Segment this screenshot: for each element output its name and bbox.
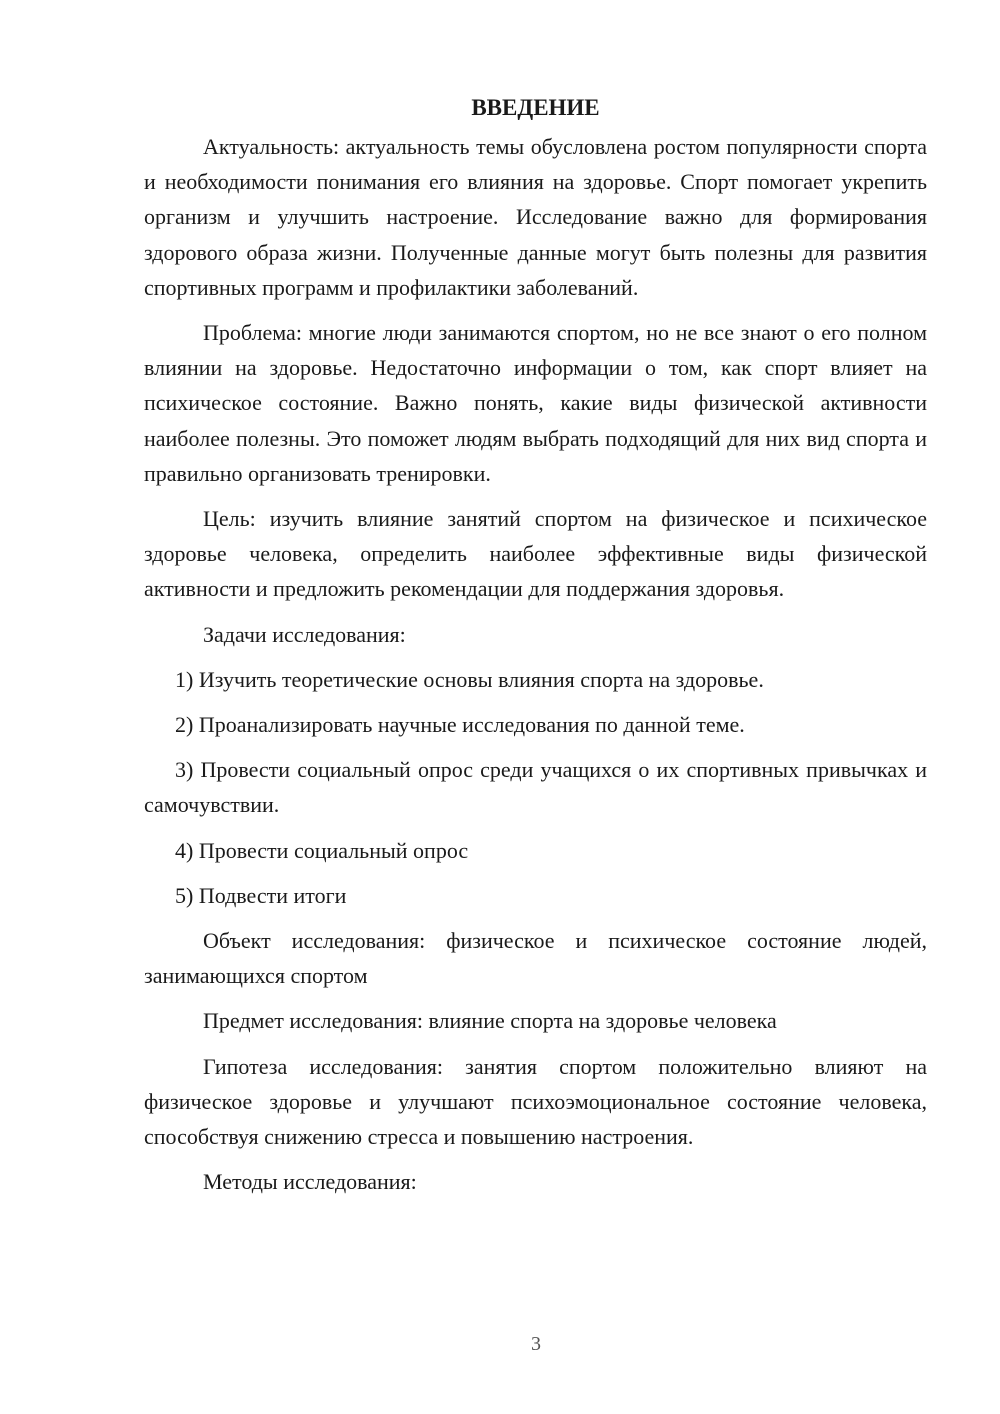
task-item-4: 4) Провести социальный опрос — [175, 837, 469, 863]
tasks-intro: Задачи исследования: — [203, 621, 406, 647]
subject-paragraph: Предмет исследования: влияние спорта на здоровье человека — [203, 1008, 777, 1034]
methods-paragraph: Методы исследования: — [203, 1169, 417, 1195]
relevance-paragraph: Актуальность: актуальность темы обусловлена ростом популярности спорта и необходимости понимания его влияния на здоровье. Спорт помогает укрепить организм и улучшить настроение. Исследование важно для формирования здорового образа жизни. Полученные данные могут быть полезны для развития спортивных программ и профилактики заболеваний. — [144, 134, 927, 300]
hypothesis-paragraph: Гипотеза исследования: занятия спортом положительно влияют на физическое здоровье и улучшают психоэмоциональное состояние человека, способствуя снижению стресса и повышению настроения. — [144, 1053, 927, 1150]
task-item-2: 2) Проанализировать научные исследования по данной теме. — [175, 712, 745, 738]
object-paragraph: Объект исследования: физическое и психическое состояние людей, занимающихся спортом — [144, 928, 927, 989]
goal-paragraph: Цель: изучить влияние занятий спортом на физическое и психическое здоровье человека, определить наиболее эффективные виды физической активности и предложить рекомендации для поддержания здоровья. — [144, 506, 927, 602]
page-number: 3 — [531, 1333, 541, 1355]
task-item-1: 1) Изучить теоретические основы влияния спорта на здоровье. — [175, 666, 764, 692]
problem-paragraph: Проблема: многие люди занимаются спортом, но не все знают о его полном влиянии на здоровье. Недостаточно информации о том, как спорт влияет на психическое состояние. Важно понять, какие виды физической активности наиболее полезны. Это поможет людям выбрать подходящий для них вид спорта и правильно организовать тренировки. — [144, 320, 927, 486]
task-item-5: 5) Подвести итоги — [175, 882, 347, 908]
page-heading: ВВЕДЕНИЕ — [471, 95, 600, 120]
task-item-3: 3) Провести социальный опрос среди учащихся о их спортивных привычках и самочувствии. — [144, 757, 927, 818]
document-page — [144, 90, 927, 1209]
